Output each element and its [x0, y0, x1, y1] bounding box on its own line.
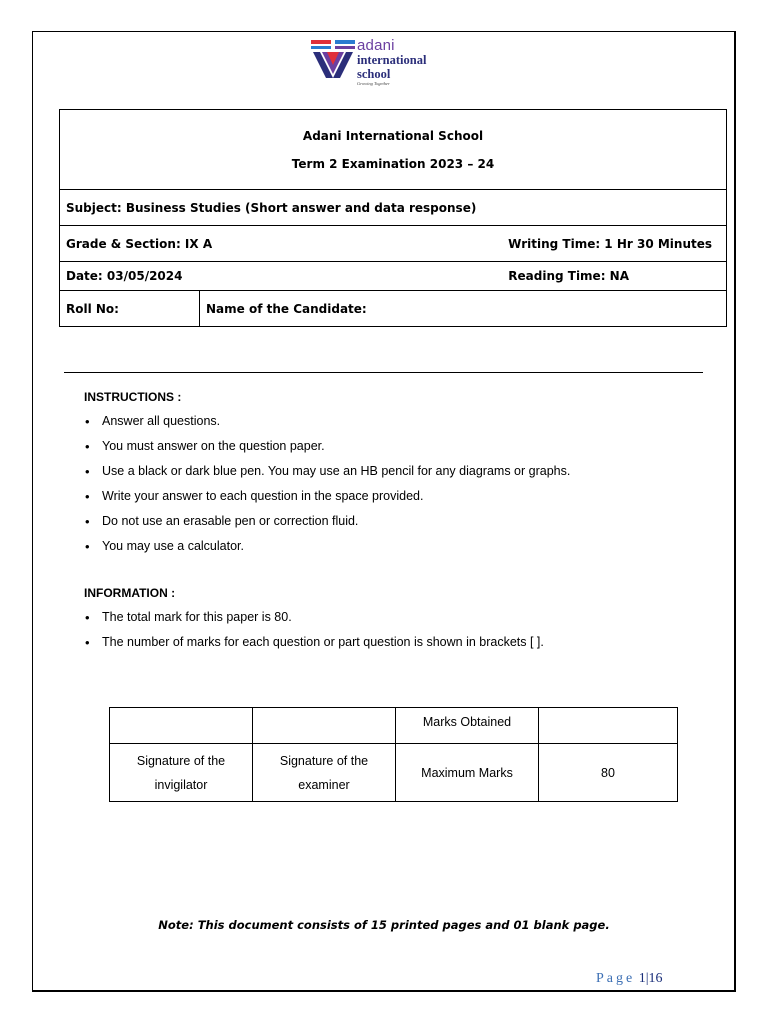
information-heading: INFORMATION :: [84, 586, 176, 600]
logo-line-international: international: [357, 53, 427, 67]
page-word: Page: [596, 971, 636, 986]
exam-header-table: [59, 109, 727, 327]
instructions-list: [84, 409, 570, 559]
page-separator: |: [645, 971, 649, 986]
grade-row: [60, 226, 727, 262]
list-item: • Do not use an erasable pen or correction fluid.: [84, 509, 570, 534]
list-item: • You may use a calculator.: [84, 534, 570, 559]
school-name: Adani International School: [302, 128, 484, 143]
roll-no-label: Roll No:: [60, 291, 200, 327]
instructions-heading: INSTRUCTIONS :: [84, 390, 182, 404]
writing-time: Writing Time: 1 Hr 30 Minutes: [508, 236, 713, 251]
school-logo: [310, 38, 460, 92]
list-item: • Write your answer to each question in the space provided.: [84, 484, 570, 509]
marks-obtained-value: [539, 708, 678, 744]
list-item: • Use a black or dark blue pen. You may use an HB pencil for any diagrams or graphs.: [84, 459, 570, 484]
page-count-note: Note: This document consists of 15 printed pages and 01 blank page.: [158, 918, 610, 932]
table-cell: [110, 708, 253, 744]
instructions-section: [84, 390, 570, 559]
marks-obtained-label: Marks Obtained: [396, 708, 539, 744]
list-item: • The number of marks for each question or part question is shown in brackets [ ].: [84, 630, 544, 655]
examiner-signature-label: Signature of the examiner: [253, 744, 396, 802]
list-item: • Answer all questions.: [84, 409, 570, 434]
total-pages: 16: [648, 971, 663, 986]
current-page: 1: [638, 971, 646, 986]
header-title-cell: [60, 110, 727, 190]
exam-name: Term 2 Examination 2023 – 24: [291, 156, 495, 171]
exam-date: Date: 03/05/2024: [66, 269, 183, 283]
reading-time: Reading Time: NA: [508, 269, 630, 283]
invigilator-signature-label: Signature of the invigilator: [110, 744, 253, 802]
page-number: [596, 971, 663, 987]
divider: [64, 372, 703, 373]
marks-table: [109, 707, 678, 802]
list-item: • You must answer on the question paper.: [84, 434, 570, 459]
subject-cell: Subject: Business Studies (Short answer and data response): [60, 190, 727, 226]
information-section: [84, 586, 544, 655]
candidate-name-label: Name of the Candidate:: [200, 291, 727, 327]
maximum-marks-label: Maximum Marks: [396, 744, 539, 802]
date-row: [60, 262, 727, 291]
information-list: [84, 605, 544, 655]
list-item: • The total mark for this paper is 80.: [84, 605, 544, 630]
logo-emblem-icon: [310, 38, 356, 90]
grade-section: Grade & Section: IX A: [66, 236, 213, 251]
logo-line-school: school: [357, 66, 391, 81]
logo-brand: adani: [357, 37, 395, 54]
logo-tagline: Growing Together: [357, 81, 390, 86]
table-cell: [253, 708, 396, 744]
maximum-marks-value: 80: [539, 744, 678, 802]
